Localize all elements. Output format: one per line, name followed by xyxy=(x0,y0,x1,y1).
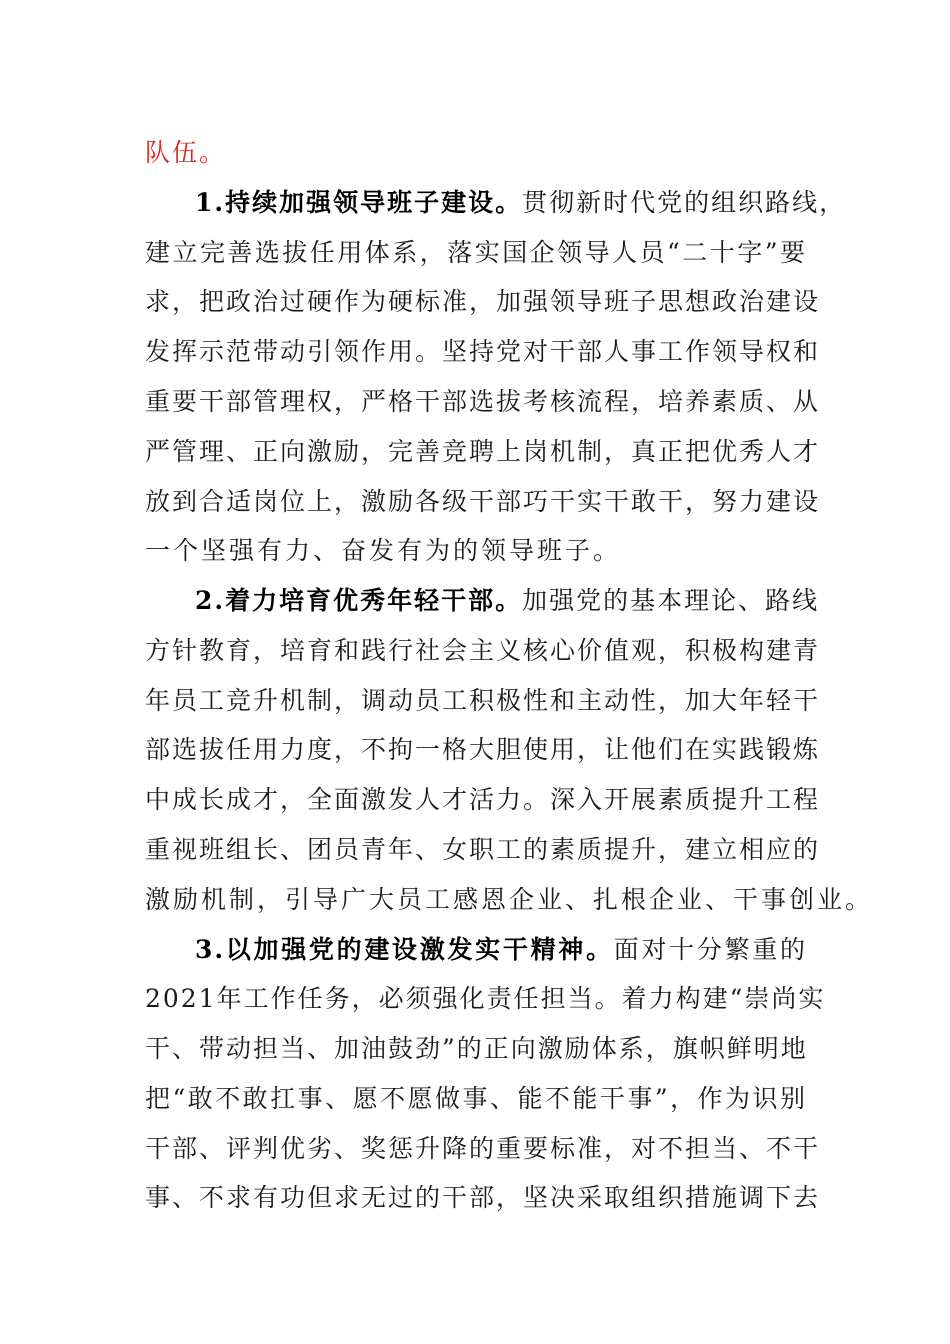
continued-line: 队伍。 xyxy=(145,138,227,167)
text-line: 激励机制，引导广大员工感恩企业、扎根企业、干事创业。 xyxy=(145,885,874,914)
text-line: 把“敢不敢扛事、愿不愿做事、能不能干事”，作为识别 xyxy=(145,1084,807,1113)
text-line: 重视班组长、团员青年、女职工的素质提升，建立相应的 xyxy=(145,835,821,864)
text-line: 部选拔任用力度，不拘一格大胆使用，让他们在实践锻炼 xyxy=(145,735,821,764)
text-line: 重要干部管理权，严格干部选拔考核流程，培养素质、从 xyxy=(145,387,821,416)
text-line: 建立完善选拔任用体系，落实国企领导人员“二十字”要 xyxy=(145,238,807,267)
text-line: 干部、评判优劣、奖惩升降的重要标准，对不担当、不干 xyxy=(145,1134,821,1163)
text-line: 中成长成才，全面激发人才活力。深入开展素质提升工程 xyxy=(145,785,821,814)
paragraph-3-lead: 面对十分繁重的 xyxy=(613,935,807,964)
text-line: 一个坚强有力、奋发有为的领导班子。 xyxy=(145,536,622,565)
text-line: 干、带动担当、加油鼓劲”的正向激励体系，旗帜鲜明地 xyxy=(145,1034,808,1063)
paragraph-1-heading: 1.持续加强领导班子建设。 xyxy=(195,188,523,217)
text-line: 求，把政治过硬作为硬标准，加强领导班子思想政治建设 xyxy=(145,287,821,316)
paragraph-2-heading: 2.着力培育优秀年轻干部。 xyxy=(195,586,523,615)
text-line: 放到合适岗位上，激励各级干部巧干实干敢干，努力建设 xyxy=(145,487,821,516)
paragraph-1-lead: 贯彻新时代党的组织路线， xyxy=(522,188,847,217)
text-line: 发挥示范带动引领作用。坚持党对干部人事工作领导权和 xyxy=(145,337,821,366)
paragraph-2-lead: 加强党的基本理论、路线 xyxy=(522,586,820,615)
text-line: 2021年工作任务，必须强化责任担当。着力构建“崇尚实 xyxy=(145,984,826,1013)
paragraph-2-first-line xyxy=(195,576,820,626)
text-line: 严管理、正向激励，完善竞聘上岗机制，真正把优秀人才 xyxy=(145,437,821,466)
paragraph-3-first-line xyxy=(195,925,807,975)
text-line: 方针教育，培育和践行社会主义核心价值观，积极构建青 xyxy=(145,636,821,665)
paragraph-1-first-line xyxy=(195,178,847,228)
text-line: 事、不求有功但求无过的干部，坚决采取组织措施调下去 xyxy=(145,1183,821,1212)
paragraph-3-heading: 3.以加强党的建设激发实干精神。 xyxy=(195,935,614,964)
text-line: 年员工竞升机制，调动员工积极性和主动性，加大年轻干 xyxy=(145,686,821,715)
